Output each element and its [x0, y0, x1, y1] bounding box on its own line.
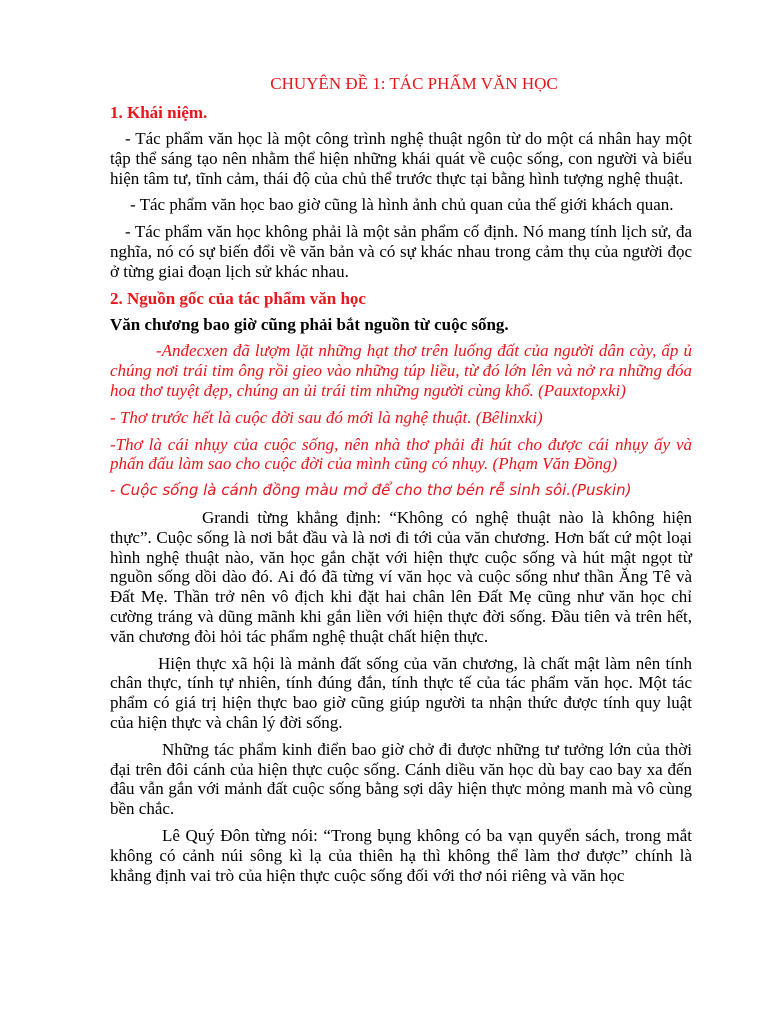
section2-heading: 2. Nguồn gốc của tác phẩm văn học	[110, 288, 366, 308]
section1-paragraph: - Tác phẩm văn học không phải là một sản phẩm cố định. Nó mang tính lịch sử, đa nghĩa, nó có sự biến đổi về văn bản và có sự khác nhau trong cảm thụ của người đọc ở từng giai đoạn lịch sử khác nhau.	[110, 222, 692, 281]
quote-belinxki: - Thơ trước hết là cuộc đời sau đó mới là nghệ thuật. (Bêlinxki)	[110, 407, 543, 427]
section1-paragraph: - Tác phẩm văn học bao giờ cũng là hình ảnh chủ quan của thế giới khách quan.	[130, 195, 674, 215]
body-paragraph: Hiện thực xã hội là mảnh đất sống của văn chương, là chất mật làm nên tính chân thực, tính tự nhiên, tính đúng đắn, tính thực tế của tác phẩm văn học. Một tác phẩm có giá trị hiện thực bao giờ cũng giúp người ta nhận thức được tính quy luật của hiện thực và chân lý đời sống.	[110, 653, 692, 732]
section1-heading: 1. Khái niệm.	[110, 103, 208, 122]
section2-lead: Văn chương bao giờ cũng phải bắt nguồn từ cuộc sống.	[110, 314, 509, 334]
body-paragraph: Lê Quý Đôn từng nói: “Trong bụng không có ba vạn quyển sách, trong mắt không có cảnh núi sông kì lạ của thiên hạ thì không thể làm thơ được” chính là khẳng định vai trò của hiện thực cuộc sống đối với thơ nói riêng và văn học	[110, 825, 692, 885]
document-title: CHUYÊN ĐỀ 1: TÁC PHẨM VĂN HỌC	[270, 74, 558, 93]
quote-puskin: - Cuộc sống là cánh đồng màu mở để cho thơ bén rễ sinh sôi.(Puskin)	[110, 481, 632, 500]
quote-pham-van-dong: -Thơ là cái nhụy của cuộc sống, nên nhà thơ phải đi hút cho được cái nhụy ấy và phấn đấu làm sao cho cuộc đời của mình cũng có nhụy. (Phạm Văn Đồng)	[110, 434, 692, 474]
quote-pauxtopxki: -Anđecxen đã lượm lặt những hạt thơ trên luống đất của người dân cày, ấp ủ chúng nơi trái tim ông rồi gieo vào những túp liều, từ đó lớn lên và nở ra những đóa hoa thơ tuyệt đẹp, chúng an ủi trái tim những người cùng khổ. (Pauxtopxki)	[110, 341, 692, 400]
section1-paragraph: - Tác phẩm văn học là một công trình nghệ thuật ngôn từ do một cá nhân hay một tập thể sáng tạo nên nhằm thể hiện những khái quát về cuộc sống, con người và biểu hiện tâm tư, tĩnh cảm, thái độ của chủ thể trước thực tại bằng hình tượng nghệ thuật.	[110, 129, 692, 188]
body-paragraph: Grandi từng khẳng định: “Không có nghệ thuật nào là không hiện thực”. Cuộc sống là nơi bắt đầu và là nơi đi tới của văn chương. Hơn bất cứ một loại hình nghệ thuật nào, văn học gắn chặt với hiện thực cuộc sống và hút mật ngọt từ nguồn sống dồi dào đó. Ai đó đã từng ví văn học và cuộc sống như thần Ăng Tê và Đất Mẹ. Thần trở nên vô địch khi đặt hai chân lên Đất Mẹ cũng như văn học chỉ cường tráng và dũng mãnh khi gắn liền với hiện thực đời sống. Đầu tiên và trên hết, văn chương đòi hỏi tác phẩm nghệ thuật chất hiện thực.	[110, 507, 692, 646]
body-paragraph: Những tác phẩm kinh điển bao giờ chở đi được những tư tưởng lớn của thời đại trên đôi cánh của hiện thực cuộc sống. Cánh diều văn học dù bay cao bay xa đến đâu vẫn gắn với mảnh đất cuộc sống bằng sợi dây hiện thực mỏng manh mà vô cùng bền chắc.	[110, 739, 692, 819]
